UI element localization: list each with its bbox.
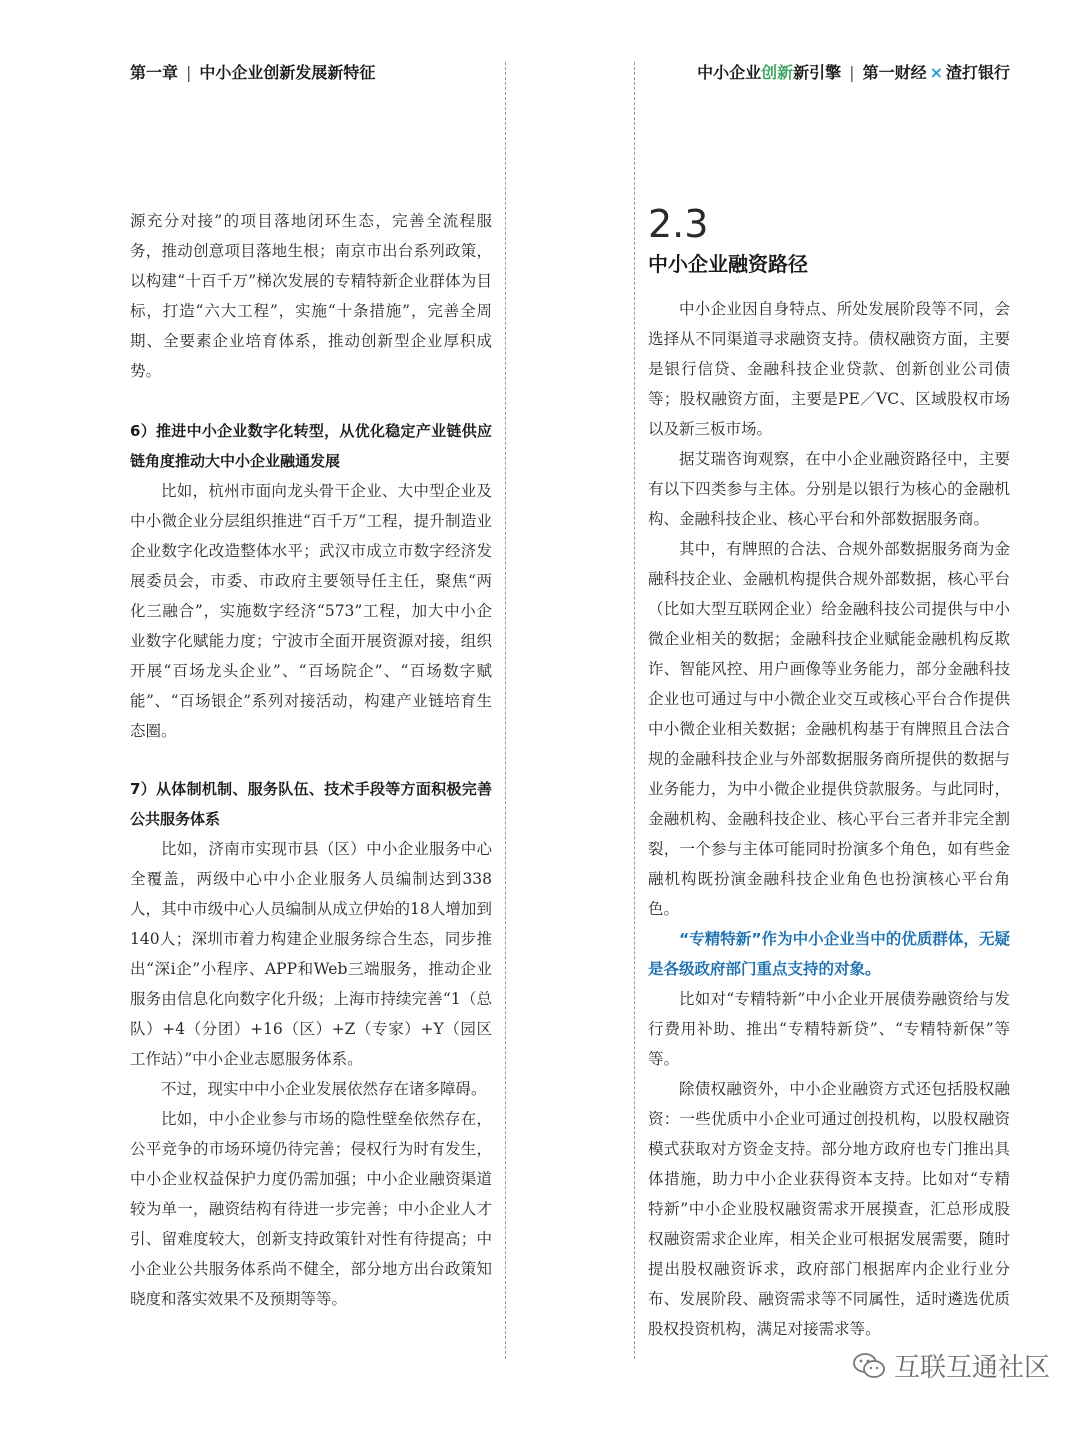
brand-standard-chartered: 渣打银行 bbox=[945, 63, 1010, 82]
left-column bbox=[130, 206, 492, 1314]
subheading-7: 7）从体制机制、服务队伍、技术手段等方面积极完善公共服务体系 bbox=[130, 780, 492, 828]
highlight-callout: “专精特新”作为中小企业当中的优质群体，无疑是各级政府部门重点支持的对象。 bbox=[648, 930, 1010, 978]
paragraph: 不过，现实中中小企业发展依然存在诸多障碍。 bbox=[161, 1080, 487, 1098]
running-header-right: 中小企业创新新引擎 | 第一财经 × 渣打银行 bbox=[697, 63, 1010, 82]
watermark-text: 互联互通社区 bbox=[893, 1353, 1050, 1383]
gutter-divider-right bbox=[634, 62, 635, 1359]
paragraph: 据艾瑞咨询观察，在中小企业融资路径中，主要有以下四类参与主体。分别是以银行为核心的金融机构、金融科技企业、核心平台和外部数据服务商。 bbox=[648, 450, 1010, 528]
publication-title-highlight: 创新 bbox=[761, 63, 794, 82]
brand-yicai: 第一财经 bbox=[862, 63, 927, 82]
wechat-icon bbox=[852, 1351, 886, 1381]
paragraph: 除债权融资外，中小企业融资方式还包括股权融资：一些优质中小企业可通过创投机构，以股权融资模式获取对方资金支持。部分地方政府也专门推出具体措施，助力中小企业获得资本支持。比如对“专精特新”中小企业股权融资需求开展摸查，汇总形成股权融资需求企业库，相关企业可根据发展需要，随时提出股权融资诉求，政府部门根据库内企业行业分布、发展阶段、融资需求等不同属性，适时遴选优质股权投资机构，满足对接需求等。 bbox=[648, 1080, 1010, 1338]
section-number: 2.3 bbox=[648, 202, 709, 246]
paragraph: 源充分对接”的项目落地闭环生态，完善全流程服务，推动创意项目落地生根；南京市出台系列政策，以构建“十百千万”梯次发展的专精特新企业群体为目标，打造“六大工程”，实施“十条措施”，完善全周期、全要素企业培育体系，推动创新型企业厚积成势。 bbox=[130, 212, 492, 380]
paragraph: 比如对“专精特新”中小企业开展债券融资给与发行费用补助、推出“专精特新贷”、“专精特新保”等等。 bbox=[648, 990, 1010, 1068]
paragraph: 中小企业因自身特点、所处发展阶段等不同，会选择从不同渠道寻求融资支持。债权融资方面，主要是银行信贷、金融科技企业贷款、创新创业公司债等；股权融资方面，主要是PE／VC、区域股权市场以及新三板市场。 bbox=[648, 300, 1010, 438]
chapter-label: 第一章 bbox=[130, 63, 179, 82]
publication-title-part3: 新引擎 bbox=[793, 63, 842, 82]
collab-x: × bbox=[929, 63, 943, 82]
paragraph: 比如，杭州市面向龙头骨干企业、大中型企业及中小微企业分层组织推进“百千万”工程，提升制造业企业数字化改造整体水平；武汉市成立市数字经济发展委员会，市委、市政府主要领导任主任，聚焦“两化三融合”，实施数字经济“573”工程，加大中小企业数字化赋能力度；宁波市全面开展资源对接，组织开展“百场龙头企业”、“百场院企”、“百场数字赋能”、“百场银企”系列对接活动，构建产业链培育生态圈。 bbox=[130, 482, 492, 740]
paragraph: 比如，中小企业参与市场的隐性壁垒依然存在，公平竞争的市场环境仍待完善；侵权行为时有发生，中小企业权益保护力度仍需加强；中小企业融资渠道较为单一，融资结构有待进一步完善；中小企业人才引、留难度较大，创新支持政策针对性有待提高；中小企业公共服务体系尚不健全，部分地方出台政策知晓度和落实效果不及预期等等。 bbox=[130, 1110, 492, 1308]
watermark bbox=[852, 1347, 1050, 1384]
running-header-left: 第一章 | 中小企业创新发展新特征 bbox=[130, 63, 376, 82]
paragraph: 比如，济南市实现市县（区）中小企业服务中心全覆盖，两级中心中小企业服务人员编制达到338人，其中市级中心人员编制从成立伊始的18人增加到140人；深圳市着力构建企业服务综合生态，同步推出“深i企”小程序、APP和Web三端服务，推动企业服务由信息化向数字化升级；上海市持续完善“1（总队）+4（分团）+16（区）+Z（专家）+Y（园区工作站）”中小企业志愿服务体系。 bbox=[130, 840, 492, 1068]
chapter-title: 中小企业创新发展新特征 bbox=[199, 63, 376, 82]
paragraph: 其中，有牌照的合法、合规外部数据服务商为金融科技企业、金融机构提供合规外部数据，核心平台（比如大型互联网企业）给金融科技公司提供与中小微企业相关的数据；金融科技企业赋能金融机构反欺诈、智能风控、用户画像等业务能力，部分金融科技企业也可通过与中小微企业交互或核心平台合作提供中小微企业相关数据；金融机构基于有牌照且合法合规的金融科技企业与外部数据服务商所提供的数据与业务能力，为中小微企业提供贷款服务。与此同时，金融机构、金融科技企业、核心平台三者并非完全割裂，一个参与主体可能同时扮演多个角色，如有些金融机构既扮演金融科技企业角色也扮演核心平台角色。 bbox=[648, 540, 1010, 918]
subheading-6: 6）推进中小企业数字化转型，从优化稳定产业链供应链角度推动大中小企业融通发展 bbox=[130, 422, 492, 470]
section-title: 中小企业融资路径 bbox=[648, 252, 808, 276]
right-column bbox=[648, 294, 1010, 1344]
publication-title-part1: 中小企业 bbox=[697, 63, 762, 82]
gutter-divider-left bbox=[505, 62, 506, 1359]
